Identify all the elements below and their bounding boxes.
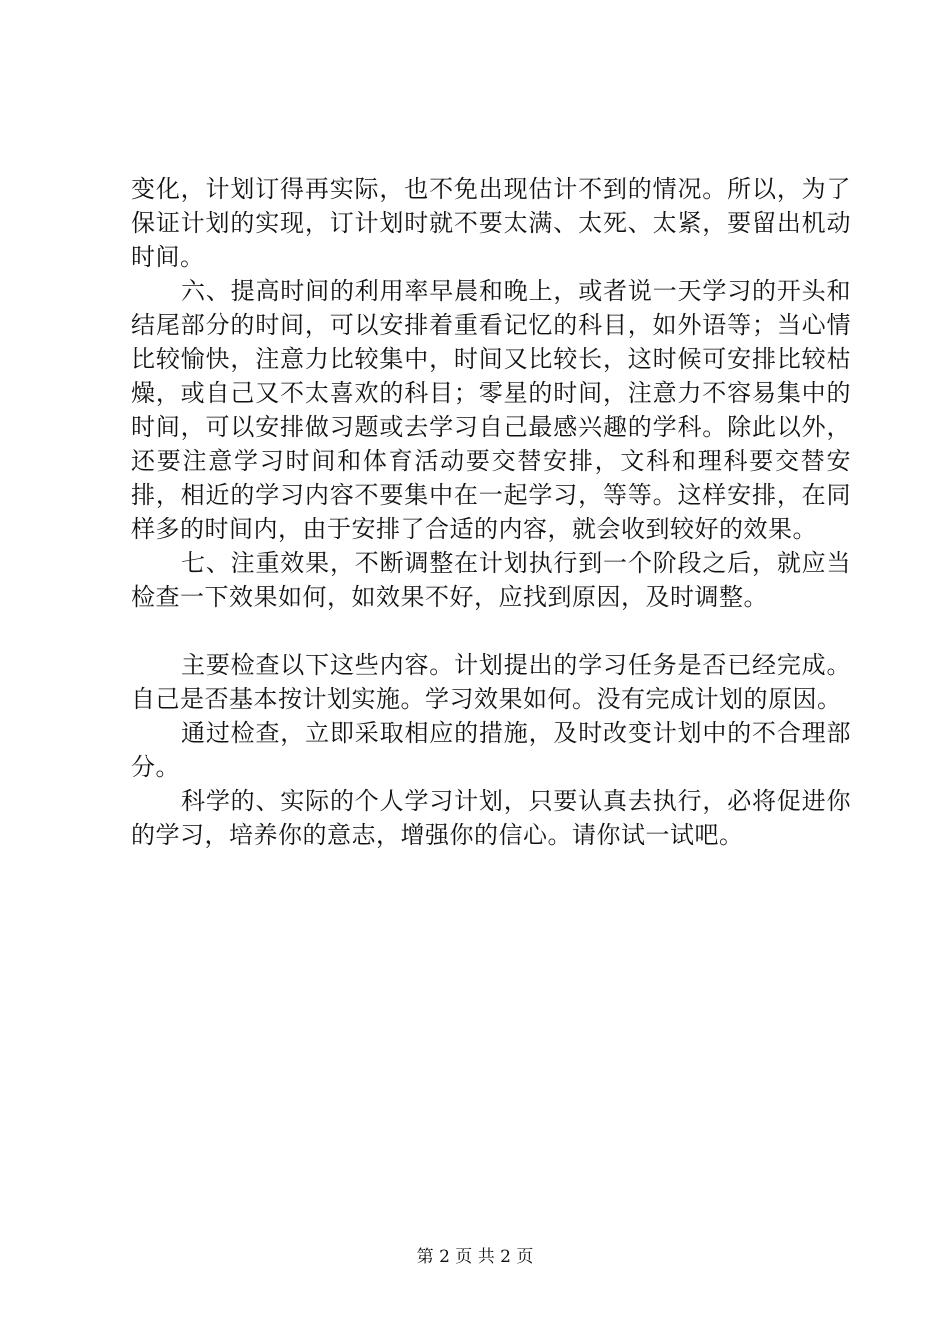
paragraph-item-seven: 七、注重效果，不断调整在计划执行到一个阶段之后，就应当检查一下效果如何，如效果不好，应找到原因，及时调整。 bbox=[131, 549, 851, 611]
paragraph-item-six: 六、提高时间的利用率早晨和晚上，或者说一天学习的开头和结尾部分的时间，可以安排着重看记忆的科目，如外语等；当心情比较愉快，注意力比较集中，时间又比较长，这时候可安排比较枯燥，或自己又不太喜欢的科目；零星的时间，注意力不容易集中的时间，可以安排做习题或去学习自己最感兴趣的学科。除此以外，还要注意学习时间和体育活动要交替安排，文科和理科要交替安排，相近的学习内容不要集中在一起学习，等等。这样安排，在同样多的时间内，由于安排了合适的内容，就会收到较好的效果。 bbox=[131, 277, 851, 543]
paragraph-take-measures: 通过检查，立即采取相应的措施，及时改变计划中的不合理部分。 bbox=[131, 719, 851, 781]
document-body bbox=[131, 172, 851, 852]
paragraph-conclusion: 科学的、实际的个人学习计划，只要认真去执行，必将促进你的学习，培养你的意志，增强你的信心。请你试一试吧。 bbox=[131, 787, 851, 849]
paragraph-check-contents: 主要检查以下这些内容。计划提出的学习任务是否已经完成。自己是否基本按计划实施。学习效果如何。没有完成计划的原因。 bbox=[131, 651, 851, 713]
page-footer bbox=[0, 1242, 950, 1267]
paragraph-continuation: 变化，计划订得再实际，也不免出现估计不到的情况。所以，为了保证计划的实现，订计划时就不要太满、太死、太紧，要留出机动时间。 bbox=[131, 175, 851, 271]
page-number-label: 第 2 页 共 2 页 bbox=[416, 1247, 534, 1267]
